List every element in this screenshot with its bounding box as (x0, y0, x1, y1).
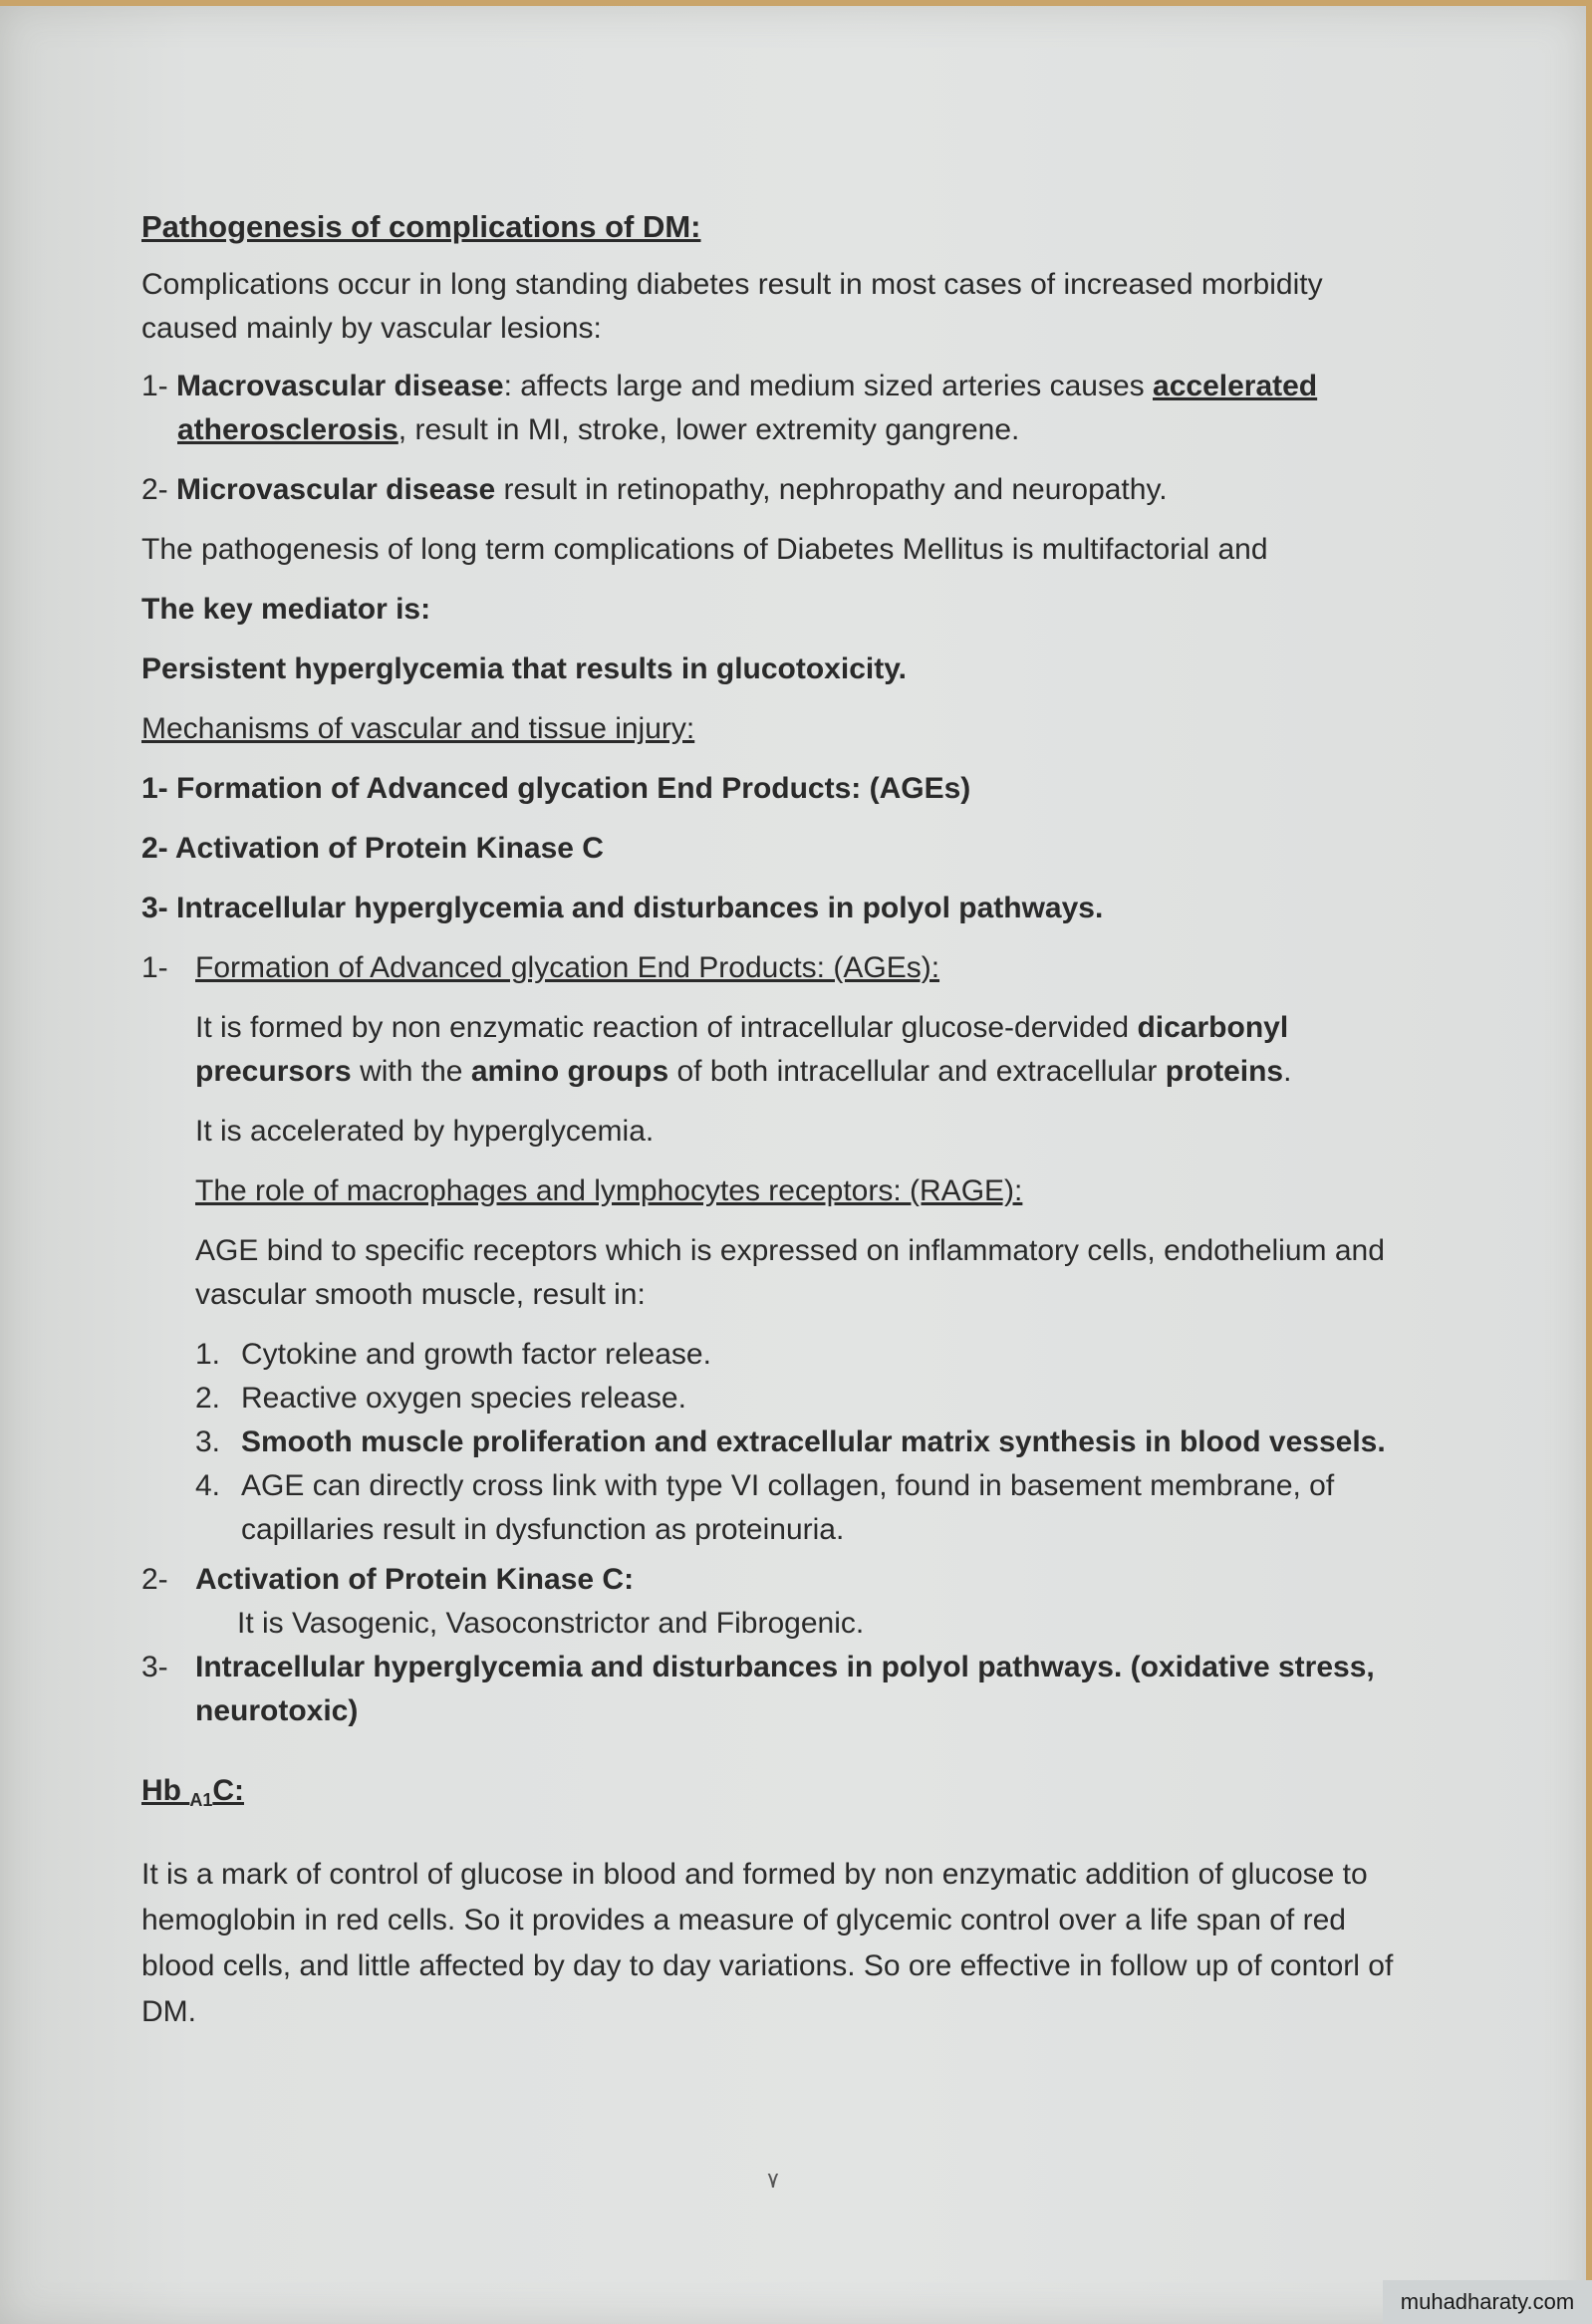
microvascular-item: 2- Microvascular disease result in retinopathy, nephropathy and neuropathy. (141, 473, 1168, 506)
mechanisms-heading: Mechanisms of vascular and tissue injury: (141, 712, 695, 745)
list-item: 2. Reactive oxygen species release. (195, 1382, 686, 1415)
polyol-section-heading: 3- Intracellular hyperglycemia and disturbances in polyol pathways. (oxidative stress, neurotoxic) (141, 1651, 1375, 1727)
age-section-heading: 1- Formation of Advanced glycation End Products: (AGEs): (141, 951, 940, 984)
persistent-hyperglycemia-line: Persistent hyperglycemia that results in glucotoxicity. (141, 652, 908, 685)
watermark-brand: muhadharaty.com (1383, 2280, 1592, 2324)
macrovascular-item: 1- Macrovascular disease: affects large and medium sized arteries causes accelerated atherosclerosis, result in MI, stroke, lower extremity gangrene. (141, 370, 1318, 446)
hba1c-paragraph: It is a mark of control of glucose in blood and formed by non enzymatic addition of glucose to hemoglobin in red cells. So it provides a measure of glycemic control over a life span of red blood cells, and little affected by day to day variations. So ore effective in follow up of contorl of DM. (141, 1858, 1394, 2028)
hba1c-heading: Hb $_{A1}$C: (141, 1774, 244, 1810)
page-number: ٧ (767, 2168, 779, 2193)
age-accelerated-line: It is accelerated by hyperglycemia. (195, 1115, 655, 1148)
list-item: 4. AGE can directly cross link with type VI collagen, found in basement membrane, of capillaries result in dysfunction as proteinuria. (195, 1469, 1335, 1546)
pathogenesis-line: The pathogenesis of long term complications of Diabetes Mellitus is multifactorial and (141, 533, 1268, 566)
pkc-section-heading: 2- Activation of Protein Kinase C: (141, 1563, 635, 1596)
intro-paragraph: Complications occur in long standing diabetes result in most cases of increased morbidity caused mainly by vascular lesions: (141, 268, 1323, 345)
key-mediator-heading: The key mediator is: (141, 593, 431, 626)
pkc-text: It is Vasogenic, Vasoconstrictor and Fibrogenic. (237, 1607, 865, 1640)
rage-heading: The role of macrophages and lymphocytes receptors: (RAGE): (195, 1174, 1023, 1207)
paper-sheet (0, 6, 1586, 2324)
list-item: 1. Cytokine and growth factor release. (195, 1338, 711, 1371)
age-formation-paragraph: It is formed by non enzymatic reaction of intracellular glucose-dervided dicarbonyl precursors with the amino groups of both intracellular and extracellular proteins. (195, 1011, 1292, 1088)
document-body (141, 205, 1427, 2035)
rage-paragraph: AGE bind to specific receptors which is expressed on inflammatory cells, endothelium and vascular smooth muscle, result in: (195, 1234, 1385, 1311)
section-title: Pathogenesis of complications of DM: (141, 209, 701, 244)
rage-effects-list (141, 1333, 1427, 1552)
mechanism-2: 2- Activation of Protein Kinase C (141, 832, 604, 865)
mechanism-3: 3- Intracellular hyperglycemia and disturbances in polyol pathways. (141, 892, 1104, 924)
list-item: 3. Smooth muscle proliferation and extracellular matrix synthesis in blood vessels. (195, 1425, 1386, 1458)
mechanism-1: 1- Formation of Advanced glycation End Products: (AGEs) (141, 772, 971, 805)
